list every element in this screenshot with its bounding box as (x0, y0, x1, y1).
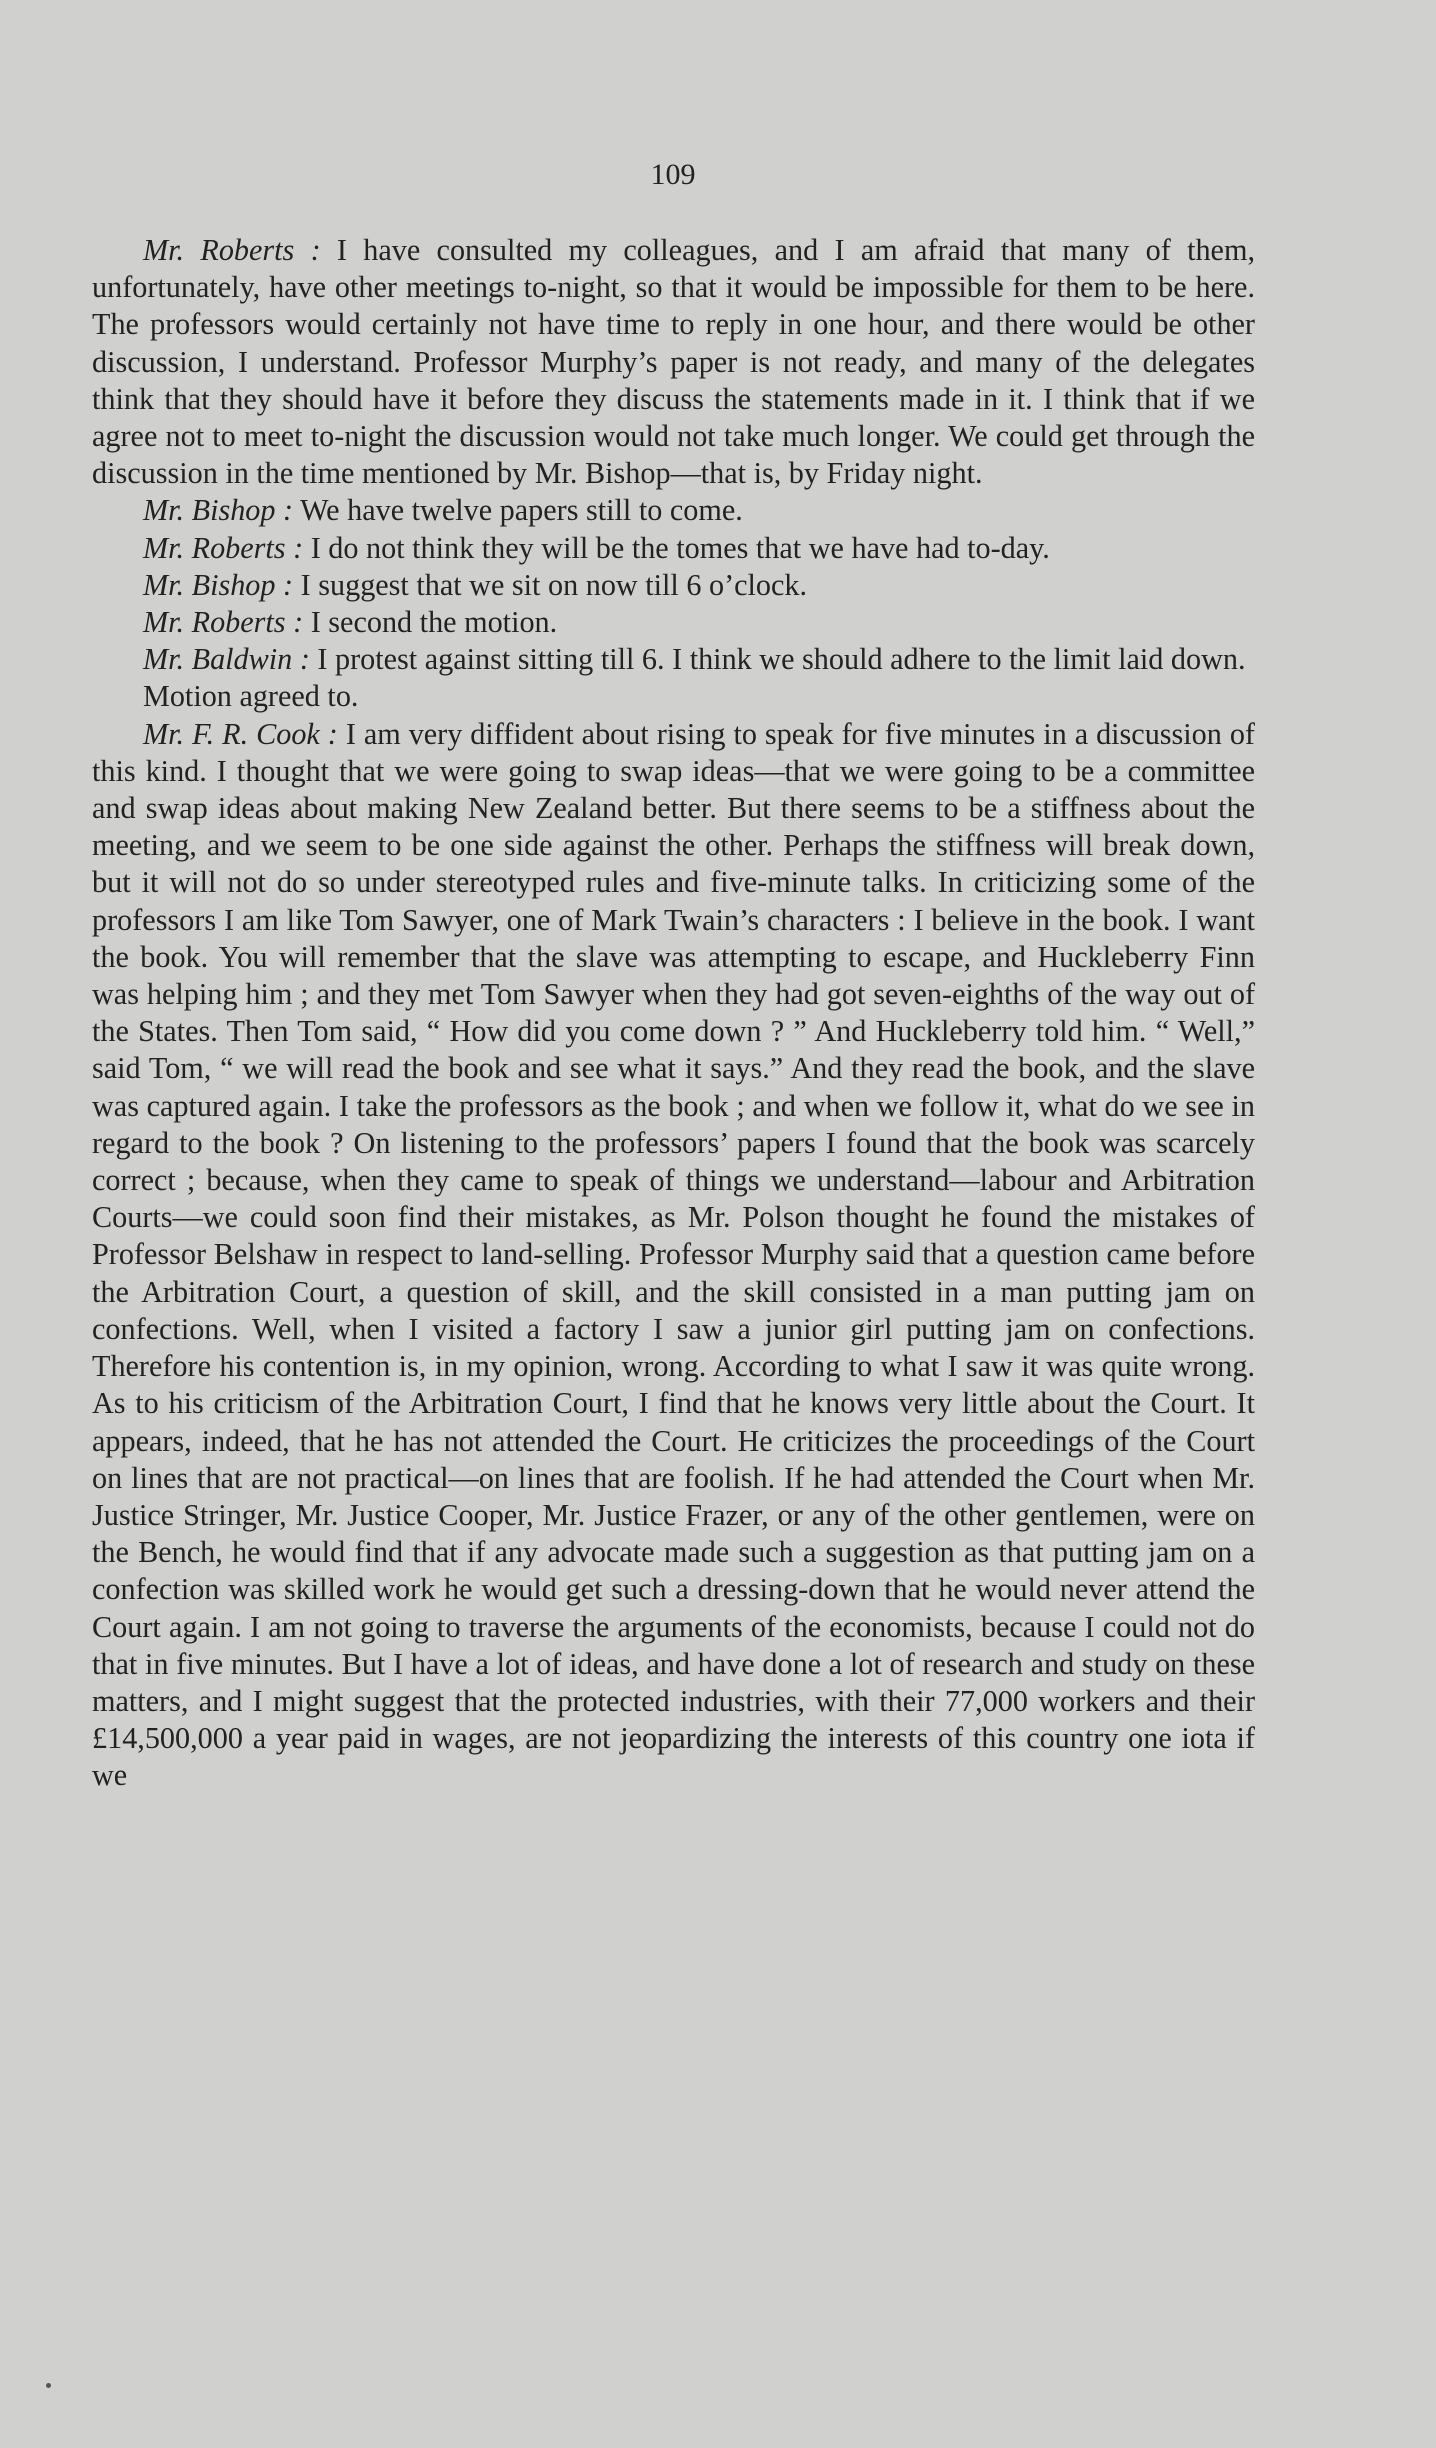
speech-text: I am very diffident about rising to speak for five minutes in a discussion of this kind. I thought that we were going to swap ideas—that we were going to be a committee and swap ideas about making New Zealand better. But there seems to be a stiffness about the meeting, and we seem to be one side against the other. Perhaps the stiffness will break down, but it will not do so under stereotyped rules and five-minute talks. In criticizing some of the professors I am like Tom Sawyer, one of Mark Twain’s characters : I believe in the book. I want the book. You will remember that the slave was attempting to escape, and Huckleberry Finn was helping him ; and they met Tom Sawyer when they had got seven-eighths of the way out of the States. Then Tom said, “ How did you come down ? ” And Huckleberry told him. “ Well,” said Tom, “ we will read the book and see what it says.” And they read the book, and the slave was captured again. I take the professors as the book ; and when we follow it, what do we see in regard to the book ? On listening to the professors’ papers I found that the book was scarcely correct ; because, when they came to speak of things we understand—labour and Arbitration Courts—we could soon find their mistakes, as Mr. Polson thought he found the mistakes of Professor Belshaw in respect to land-selling. Professor Murphy said that a question came before the Arbitration Court, a question of skill, and the skill consisted in a man putting jam on confections. Well, when I visited a factory I saw a junior girl putting jam on confections. Therefore his contention is, in my opinion, wrong. According to what I saw it was quite wrong. As to his criticism of the Arbitration Court, I find that he knows very little about the Court. It appears, indeed, that he has not attended the Court. He criticizes the proceedings of the Court on lines that are not practical—on lines that are foolish. If he had attended the Court when Mr. Justice Stringer, Mr. Justice Cooper, Mr. Justice Frazer, or any of the other gentlemen, were on the Bench, he would find that if any advocate made such a suggestion as that putting jam on a confection was skilled work he would get such a dressing-down that he would never attend the Court again. I am not going to traverse the arguments of the economists, because I could not do that in five minutes. But I have a lot of ideas, and have done a lot of research and study on these matters, and I might suggest that the protected industries, with their 77,000 workers and their £14,500,000 a year paid in wages, are not jeopardizing the interests of this country one iota if we (92, 716, 1255, 1793)
paper-speck (46, 2383, 51, 2388)
paragraph-roberts-1 (92, 232, 1255, 492)
speaker-name: Mr. Roberts : (143, 233, 321, 267)
speech-text: Motion agreed to. (143, 679, 359, 714)
speaker-name: Mr. Roberts : (143, 605, 304, 640)
paragraph-baldwin (92, 641, 1255, 678)
paragraph-bishop-1 (92, 492, 1255, 529)
speech-text: I second the motion. (303, 605, 558, 640)
speaker-name: Mr. Baldwin : (143, 642, 310, 677)
speaker-name: Mr. Bishop : (143, 493, 294, 528)
page-body (92, 232, 1255, 1795)
paragraph-motion (92, 678, 1255, 715)
speech-text: I have consulted my colleagues, and I am afraid that many of them, unfortunately, have other meetings to-night, so that it would be impossible for them to be here. The professors would certainly not have time to reply in one hour, and there would be other discussion, I understand. Professor Murphy’s paper is not ready, and many of the delegates think that they should have it before they discuss the statements made in it. I think that if we agree not to meet to-night the discussion would not take much longer. We could get through the discussion in the time mentioned by Mr. Bishop—that is, by Friday night. (92, 233, 1255, 491)
speech-text: I protest against sitting till 6. I think we should adhere to the limit laid down. (309, 642, 1246, 677)
paragraph-roberts-3 (92, 604, 1255, 641)
paragraph-roberts-2 (92, 530, 1255, 567)
speaker-name: Mr. Roberts : (143, 530, 304, 565)
speaker-name: Mr. F. R. Cook : (143, 716, 338, 751)
page-number: 109 (650, 158, 696, 191)
paragraph-bishop-2 (92, 567, 1255, 604)
paragraph-cook (92, 716, 1255, 1795)
speech-text: We have twelve papers still to come. (293, 493, 743, 528)
speech-text: I suggest that we sit on now till 6 o’clock. (293, 567, 808, 602)
speech-text: I do not think they will be the tomes that we have had to-day. (303, 530, 1050, 565)
speaker-name: Mr. Bishop : (143, 567, 294, 602)
